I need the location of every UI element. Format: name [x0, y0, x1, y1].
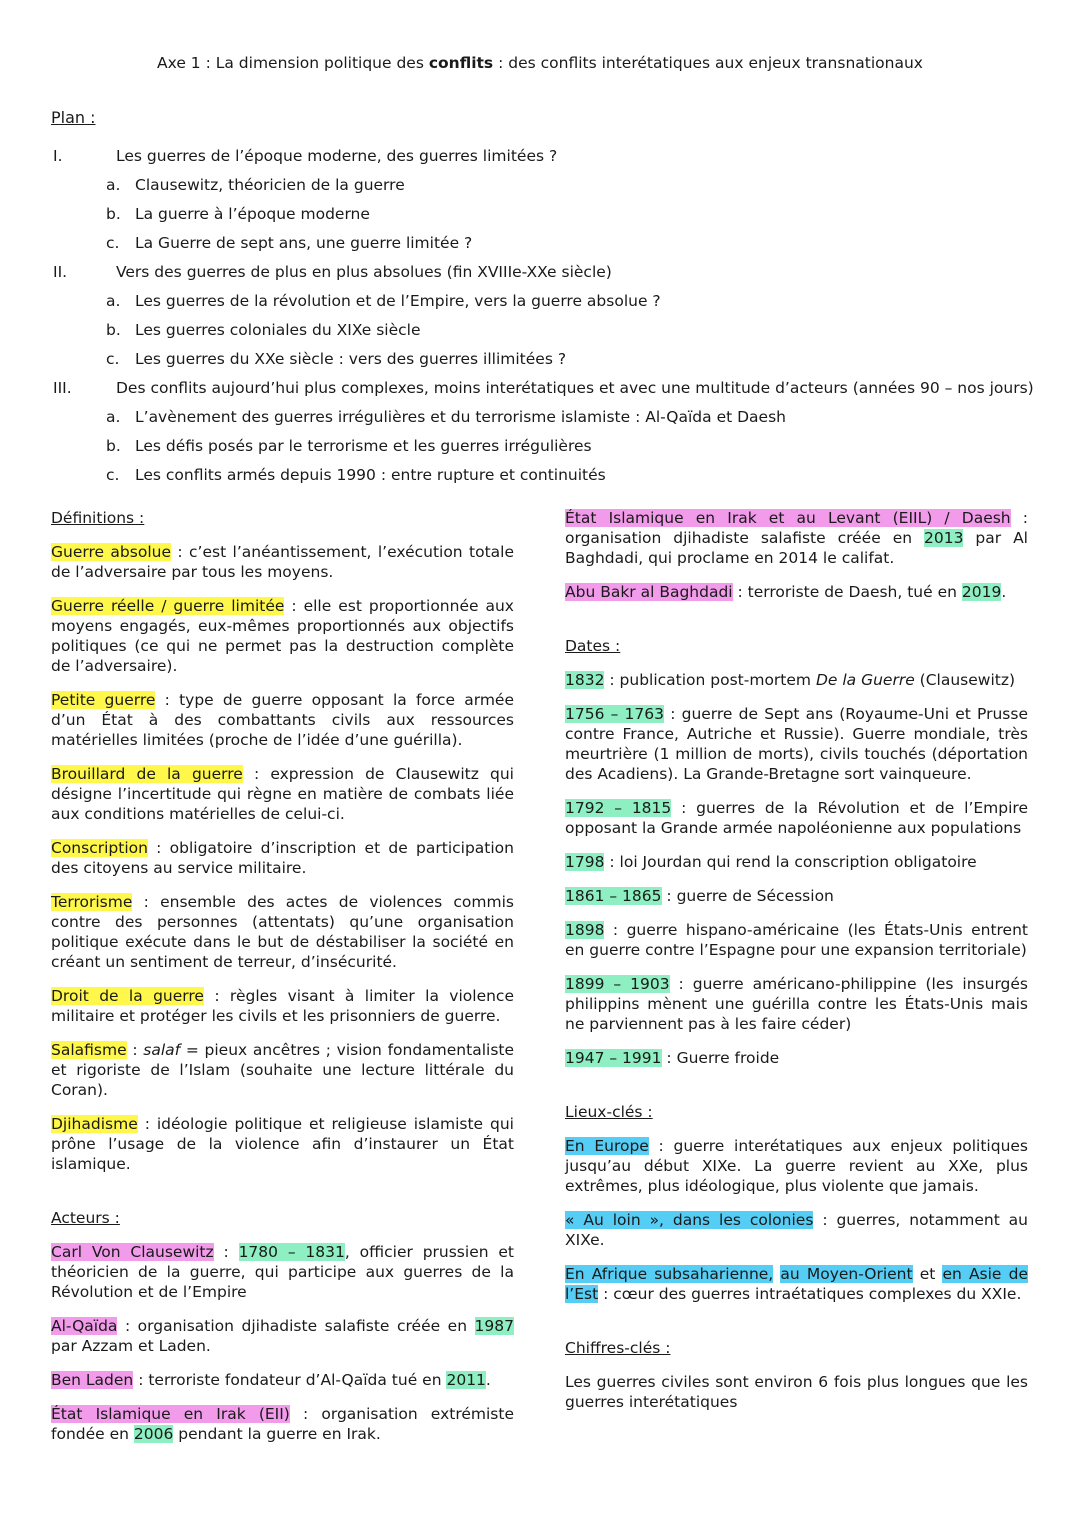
definition-term: Brouillard de la guerre — [51, 765, 243, 783]
plan-outline — [51, 142, 1051, 490]
definition-term: Petite guerre — [51, 691, 156, 709]
plan-subitem: c. Les guerres du XXe siècle : vers des guerres illimitées ? — [106, 350, 567, 368]
actor-name: État Islamique en Irak (EII) — [51, 1405, 290, 1423]
actor-item: État Islamique en Irak et au Levant (EIIL) / Daesh : organisation djihadiste salafiste créée en 2013 par Al Baghdadi, qui proclame en 2014 le califat. — [565, 509, 1028, 567]
plan-subitem: c. La Guerre de sept ans, une guerre limitée ? — [106, 234, 473, 252]
date-item: 1898 : guerre hispano-américaine (les États-Unis entrent en guerre contre l’Espagne pour une expansion territoriale) — [565, 921, 1028, 959]
actor-name: Abu Bakr al Baghdadi — [565, 583, 733, 601]
definition-term: Guerre absolue — [51, 543, 171, 561]
date-label: 1861 – 1865 — [565, 887, 662, 905]
date-item: 1756 – 1763 : guerre de Sept ans (Royaume-Uni et Prusse contre France, Autriche et Russie). Guerre mondiale, très meurtrière (1 million de morts), civils touchés (déportation des Acadiens). La Grande-Bretagne sort vainqueure. — [565, 705, 1028, 783]
definition-item: Droit de la guerre : règles visant à limiter la violence militaire et protéger les civils et les prisonniers de guerre. — [51, 987, 514, 1025]
definition-term: Conscription — [51, 839, 148, 857]
plan-subitem: c. Les conflits armés depuis 1990 : entre rupture et continuités — [106, 466, 606, 484]
actor-item: Abu Bakr al Baghdadi : terroriste de Daesh, tué en 2019. — [565, 583, 1007, 601]
plan-subitem: a. Clausewitz, théoricien de la guerre — [106, 176, 405, 194]
right-column — [565, 508, 1028, 1426]
place-name: En Europe — [565, 1137, 649, 1155]
definition-item: Petite guerre : type de guerre opposant la force armée d’un État à des combattants civils aux ressources matérielles limitées (proche de l’idée d’une guérilla). — [51, 691, 514, 749]
definition-item: Salafisme : salaf = pieux ancêtres ; vision fondamentaliste et rigoriste de l’Islam (souhaite une lecture littérale du Coran). — [51, 1041, 515, 1099]
actor-item: Al-Qaïda : organisation djihadiste salafiste créée en 1987 par Azzam et Laden. — [51, 1317, 514, 1355]
date-item: 1899 – 1903 : guerre américano-philippine (les insurgés philippins mènent une guérilla contre les États-Unis mais ne parviennent pas à les faire céder) — [565, 975, 1028, 1033]
places-heading: Lieux-clés : — [565, 1103, 653, 1121]
date-label: 1898 — [565, 921, 605, 939]
date-item: 1798 : loi Jourdan qui rend la conscription obligatoire — [565, 853, 977, 871]
date-label: 1832 — [565, 671, 605, 689]
definition-item: Guerre absolue : c’est l’anéantissement, l’exécution totale de l’adversaire par tous les moyens. — [51, 543, 515, 581]
definition-term: Droit de la guerre — [51, 987, 204, 1005]
date-item: 1832 : publication post-mortem De la Guerre (Clausewitz) — [565, 671, 1016, 689]
actor-item: Ben Laden : terroriste fondateur d’Al-Qaïda tué en 2011. — [51, 1371, 491, 1389]
place-item: « Au loin », dans les colonies : guerres, notamment au XIXe. — [565, 1211, 1029, 1249]
date-item: 1861 – 1865 : guerre de Sécession — [565, 887, 834, 905]
date-label: 1756 – 1763 — [565, 705, 665, 723]
definition-term: Djihadisme — [51, 1115, 138, 1133]
plan-subitem: b. La guerre à l’époque moderne — [106, 205, 370, 223]
plan-subitem: b. Les guerres coloniales du XIXe siècle — [106, 321, 421, 339]
plan-part-2: II. Vers des guerres de plus en plus absolues (fin XVIIIe-XXe siècle) — [53, 263, 612, 281]
actor-year: 1987 — [474, 1317, 514, 1335]
date-label: 1899 – 1903 — [565, 975, 670, 993]
date-label: 1792 – 1815 — [565, 799, 672, 817]
actor-item: Carl Von Clausewitz : 1780 – 1831, officier prussien et théoricien de la guerre, qui participe aux guerres de la Révolution et de l’Empire — [51, 1243, 515, 1301]
date-item: 1792 – 1815 : guerres de la Révolution et de l’Empire opposant la Grande armée napoléonienne aux populations — [565, 799, 1028, 837]
date-label: 1798 — [565, 853, 605, 871]
actor-year: 2011 — [446, 1371, 486, 1389]
place-name: En Afrique subsaharienne, — [565, 1265, 774, 1283]
actor-name: Ben Laden — [51, 1371, 134, 1389]
plan-heading: Plan : — [51, 108, 96, 127]
figure-item: Les guerres civiles sont environ 6 fois plus longues que les guerres interétatiques — [565, 1373, 1028, 1411]
date-item: 1947 – 1991 : Guerre froide — [565, 1049, 780, 1067]
definitions-heading: Définitions : — [51, 509, 145, 527]
definition-term: Guerre réelle / guerre limitée — [51, 597, 285, 615]
title-bold-word: conflits — [428, 54, 494, 72]
place-name: « Au loin », dans les colonies — [565, 1211, 814, 1229]
document-title: Axe 1 : La dimension politique des conflits : des conflits interétatiques aux enjeux transnationaux — [157, 54, 923, 72]
place-name: au Moyen-Orient — [780, 1265, 913, 1283]
definition-item: Guerre réelle / guerre limitée : elle est proportionnée aux moyens engagés, eux-mêmes proportionnés aux objectifs politiques (ce qui ne permet pas la destruction complète de l’adversaire). — [51, 597, 514, 675]
plan-part-3: III. Des conflits aujourd’hui plus complexes, moins interétatiques et avec une multitude d’acteurs (années 90 – nos jours) — [53, 379, 1034, 397]
plan-part-1: I. Les guerres de l’époque moderne, des guerres limitées ? — [53, 147, 558, 165]
plan-subitem: a. L’avènement des guerres irrégulières et du terrorisme islamiste : Al-Qaïda et Daesh — [106, 408, 786, 426]
actor-name: État Islamique en Irak et au Levant (EIIL) / Daesh — [565, 509, 1011, 527]
definition-item: Terrorisme : ensemble des actes de violences commis contre des personnes (attentats) qu’une organisation politique exécute dans le but de déstabiliser la société en créant un sentiment de terreur, d’insécurité. — [51, 893, 514, 971]
actor-item: État Islamique en Irak (EII) : organisation extrémiste fondée en 2006 pendant la guerre en Irak. — [51, 1405, 514, 1443]
definition-item: Conscription : obligatoire d’inscription et de participation des citoyens au service militaire. — [51, 839, 514, 877]
dates-heading: Dates : — [565, 637, 621, 655]
plan-subitem: a. Les guerres de la révolution et de l’Empire, vers la guerre absolue ? — [106, 292, 661, 310]
actor-name: Carl Von Clausewitz — [51, 1243, 214, 1261]
plan-subitem: b. Les défis posés par le terrorisme et les guerres irrégulières — [106, 437, 592, 455]
actor-year: 2019 — [961, 583, 1002, 601]
actor-dates: 1780 – 1831 — [238, 1243, 345, 1261]
place-name: en Asie de l’Est — [565, 1265, 1028, 1303]
actor-year: 2013 — [924, 529, 964, 547]
definition-item: Brouillard de la guerre : expression de Clausewitz qui désigne l’incertitude qui règne en matière de combats liée aux conditions matérielles de celui-ci. — [51, 765, 514, 823]
definition-term: Salafisme — [51, 1041, 127, 1059]
date-label: 1947 – 1991 — [565, 1049, 662, 1067]
actor-name: Al-Qaïda — [51, 1317, 118, 1335]
actor-year: 2006 — [133, 1425, 174, 1443]
figures-heading: Chiffres-clés : — [565, 1339, 671, 1357]
place-item: En Afrique subsaharienne, au Moyen-Orient et en Asie de l’Est : cœur des guerres intraétatiques complexes du XXIe. — [565, 1265, 1028, 1303]
place-item: En Europe : guerre interétatiques aux enjeux politiques jusqu’au début XIXe. La guerre revient au XXe, plus extrêmes, plus idéologique, plus violente que jamais. — [565, 1137, 1029, 1195]
definition-item: Djihadisme : idéologie politique et religieuse islamiste qui prône l’usage de la violence afin d’instaurer un État islamique. — [51, 1115, 514, 1173]
definition-term: Terrorisme — [51, 893, 133, 911]
actors-heading: Acteurs : — [51, 1209, 120, 1227]
left-column — [51, 508, 514, 1458]
